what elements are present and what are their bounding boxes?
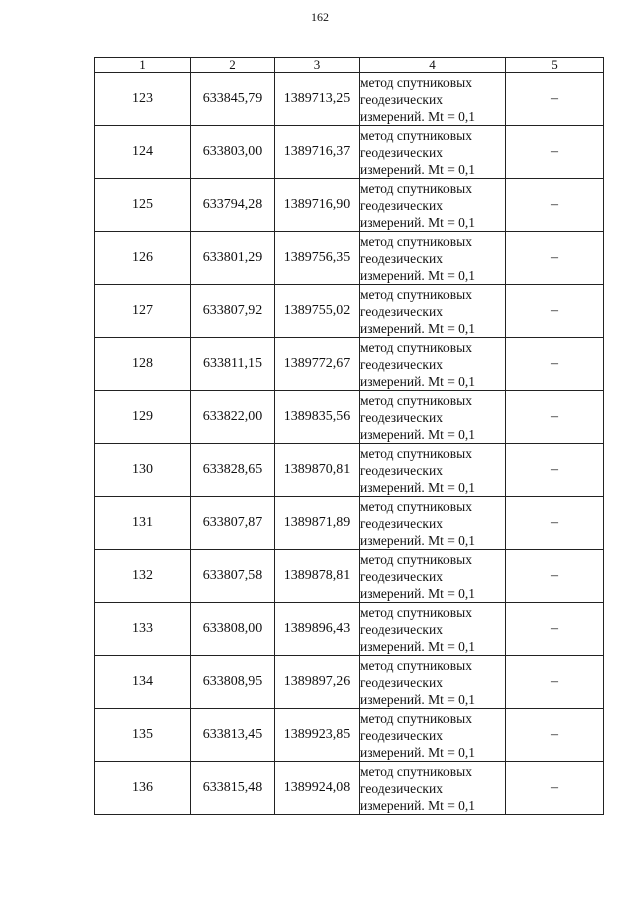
y-coordinate-cell: 1389896,43: [275, 603, 360, 656]
column-header-description: 5: [506, 58, 604, 73]
x-coordinate-cell: 633811,15: [191, 338, 275, 391]
column-header-y: 3: [275, 58, 360, 73]
column-header-x: 2: [191, 58, 275, 73]
description-cell: –: [506, 762, 604, 815]
x-coordinate-cell: 633807,87: [191, 497, 275, 550]
description-cell: –: [506, 709, 604, 762]
description-cell: –: [506, 656, 604, 709]
table-row: [95, 603, 604, 656]
coordinates-table: [94, 57, 604, 815]
y-coordinate-cell: 1389716,90: [275, 179, 360, 232]
y-coordinate-cell: 1389897,26: [275, 656, 360, 709]
method-cell: метод спутниковых геодезических измерений. Mt = 0,1: [360, 497, 506, 550]
page-number: 162: [311, 10, 329, 24]
table-row: [95, 709, 604, 762]
x-coordinate-cell: 633808,00: [191, 603, 275, 656]
x-coordinate-cell: 633808,95: [191, 656, 275, 709]
method-cell: метод спутниковых геодезических измерений. Mt = 0,1: [360, 603, 506, 656]
point-number-cell: 132: [95, 550, 191, 603]
y-coordinate-cell: 1389756,35: [275, 232, 360, 285]
table-row: [95, 126, 604, 179]
point-number-cell: 128: [95, 338, 191, 391]
method-cell: метод спутниковых геодезических измерений. Mt = 0,1: [360, 179, 506, 232]
table-row: [95, 232, 604, 285]
description-cell: –: [506, 73, 604, 126]
table-row: [95, 550, 604, 603]
y-coordinate-cell: 1389755,02: [275, 285, 360, 338]
point-number-cell: 123: [95, 73, 191, 126]
method-cell: метод спутниковых геодезических измерений. Mt = 0,1: [360, 550, 506, 603]
description-cell: –: [506, 444, 604, 497]
description-cell: –: [506, 550, 604, 603]
point-number-cell: 134: [95, 656, 191, 709]
point-number-cell: 125: [95, 179, 191, 232]
table-row: [95, 73, 604, 126]
y-coordinate-cell: 1389713,25: [275, 73, 360, 126]
x-coordinate-cell: 633815,48: [191, 762, 275, 815]
description-cell: –: [506, 179, 604, 232]
y-coordinate-cell: 1389835,56: [275, 391, 360, 444]
method-cell: метод спутниковых геодезических измерений. Mt = 0,1: [360, 126, 506, 179]
x-coordinate-cell: 633807,92: [191, 285, 275, 338]
point-number-cell: 129: [95, 391, 191, 444]
table-row: [95, 391, 604, 444]
y-coordinate-cell: 1389716,37: [275, 126, 360, 179]
point-number-cell: 127: [95, 285, 191, 338]
x-coordinate-cell: 633845,79: [191, 73, 275, 126]
x-coordinate-cell: 633803,00: [191, 126, 275, 179]
x-coordinate-cell: 633828,65: [191, 444, 275, 497]
point-number-cell: 124: [95, 126, 191, 179]
method-cell: метод спутниковых геодезических измерений. Mt = 0,1: [360, 391, 506, 444]
table-row: [95, 338, 604, 391]
y-coordinate-cell: 1389924,08: [275, 762, 360, 815]
table-header-row: [95, 58, 604, 73]
y-coordinate-cell: 1389772,67: [275, 338, 360, 391]
table-row: [95, 497, 604, 550]
description-cell: –: [506, 285, 604, 338]
x-coordinate-cell: 633801,29: [191, 232, 275, 285]
point-number-cell: 135: [95, 709, 191, 762]
method-cell: метод спутниковых геодезических измерений. Mt = 0,1: [360, 338, 506, 391]
table-row: [95, 444, 604, 497]
method-cell: метод спутниковых геодезических измерений. Mt = 0,1: [360, 656, 506, 709]
description-cell: –: [506, 126, 604, 179]
method-cell: метод спутниковых геодезических измерений. Mt = 0,1: [360, 285, 506, 338]
point-number-cell: 126: [95, 232, 191, 285]
column-header-method: 4: [360, 58, 506, 73]
point-number-cell: 131: [95, 497, 191, 550]
description-cell: –: [506, 497, 604, 550]
table-row: [95, 656, 604, 709]
table-row: [95, 285, 604, 338]
method-cell: метод спутниковых геодезических измерений. Mt = 0,1: [360, 444, 506, 497]
y-coordinate-cell: 1389870,81: [275, 444, 360, 497]
y-coordinate-cell: 1389923,85: [275, 709, 360, 762]
x-coordinate-cell: 633813,45: [191, 709, 275, 762]
y-coordinate-cell: 1389871,89: [275, 497, 360, 550]
method-cell: метод спутниковых геодезических измерений. Mt = 0,1: [360, 709, 506, 762]
column-header-point-number: 1: [95, 58, 191, 73]
method-cell: метод спутниковых геодезических измерений. Mt = 0,1: [360, 232, 506, 285]
point-number-cell: 136: [95, 762, 191, 815]
description-cell: –: [506, 338, 604, 391]
x-coordinate-cell: 633794,28: [191, 179, 275, 232]
x-coordinate-cell: 633807,58: [191, 550, 275, 603]
table-row: [95, 762, 604, 815]
table-row: [95, 179, 604, 232]
point-number-cell: 133: [95, 603, 191, 656]
description-cell: –: [506, 391, 604, 444]
point-number-cell: 130: [95, 444, 191, 497]
method-cell: метод спутниковых геодезических измерений. Mt = 0,1: [360, 762, 506, 815]
table-body: [95, 73, 604, 815]
x-coordinate-cell: 633822,00: [191, 391, 275, 444]
description-cell: –: [506, 603, 604, 656]
method-cell: метод спутниковых геодезических измерений. Mt = 0,1: [360, 73, 506, 126]
description-cell: –: [506, 232, 604, 285]
y-coordinate-cell: 1389878,81: [275, 550, 360, 603]
